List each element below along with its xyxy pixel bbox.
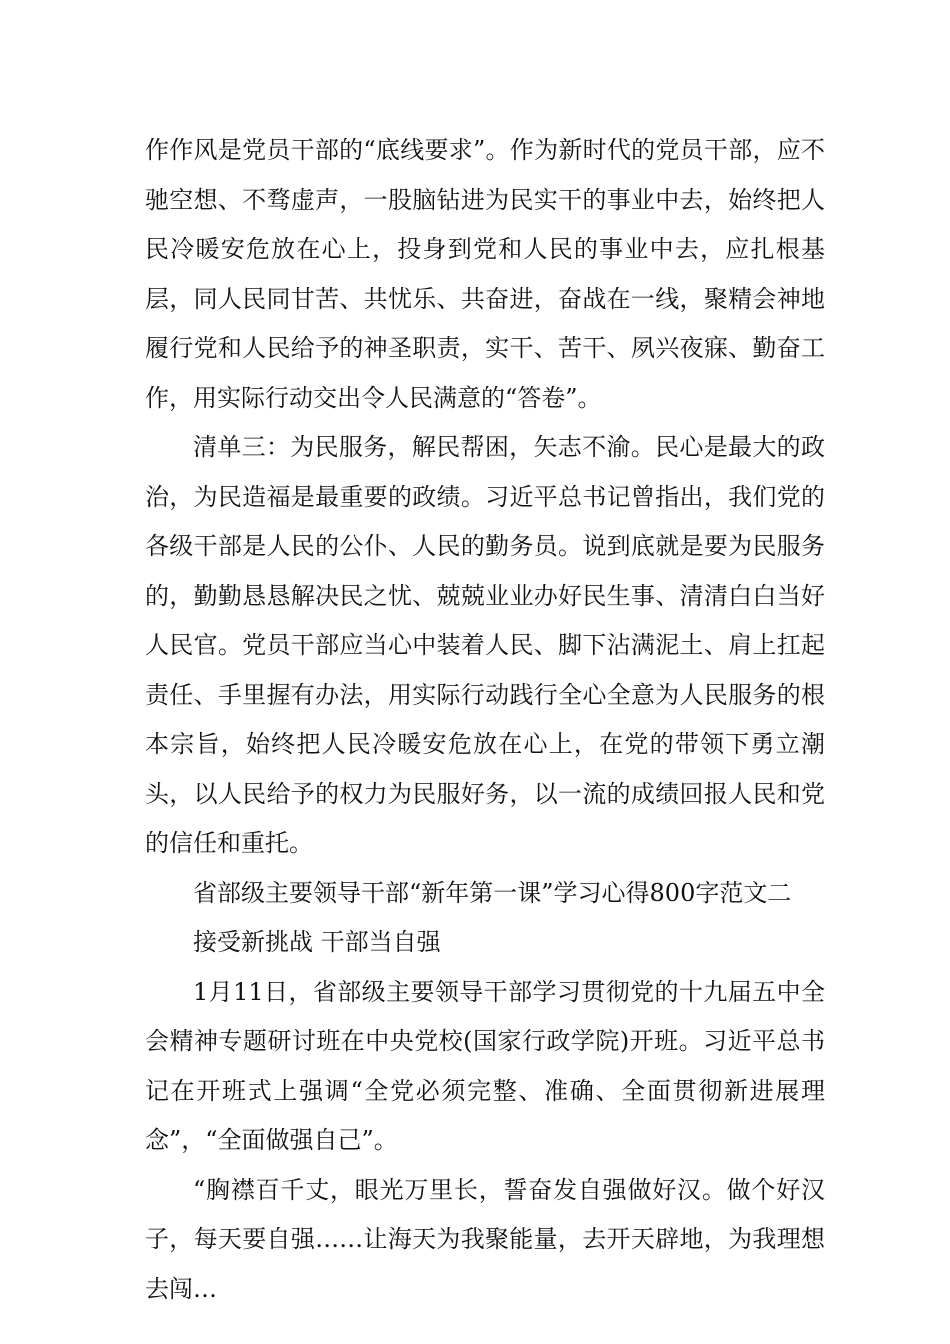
paragraph-intro: 1月11日，省部级主要领导干部学习贯彻党的十九届五中全会精神专题研讨班在中央党校(国家行政学院)开班。习近平总书记在开班式上强调“全党必须完整、准确、全面贯彻新进展理念”，“全面做强自己”。 bbox=[145, 977, 825, 1154]
paragraph-list-three: 清单三：为民服务，解民帮困，矢志不渝。民心是最大的政治，为民造福是最重要的政绩。习近平总书记曾指出，我们党的各级干部是人民的公仆、人民的勤务员。说到底就是要为民服务的，勤勤恳恳解决民之忧、兢兢业业办好民生事、清清白白当好人民官。党员干部应当心中装着人民、脚下沾满泥土、肩上扛起责任、手里握有办法，用实际行动践行全心全意为人民服务的根本宗旨，始终把人民冷暖安危放在心上，在党的带领下勇立潮头，以人民给予的权力为民服好务，以一流的成绩回报人民和党的信任和重托。 bbox=[145, 433, 825, 857]
paragraph-continuation: 作作风是党员干部的“底线要求”。作为新时代的党员干部，应不驰空想、不骛虚声，一股脑钻进为民实干的事业中去，始终把人民冷暖安危放在心上，投身到党和人民的事业中去，应扎根基层，同人民同甘苦、共忧乐、共奋进，奋战在一线，聚精会神地履行党和人民给予的神圣职责，实干、苦干、夙兴夜寐、勤奋工作，用实际行动交出令人民满意的“答卷”。 bbox=[145, 136, 825, 412]
section-subtitle: 接受新挑战 干部当自强 bbox=[193, 928, 441, 956]
section-title: 省部级主要领导干部“新年第一课”学习心得800字范文二 bbox=[193, 878, 792, 907]
document-body bbox=[145, 126, 825, 1314]
paragraph-quote: “胸襟百千丈，眼光万里长，誓奋发自强做好汉。做个好汉子，每天要自强……让海天为我聚能量，去开天辟地，为我理想去闯… bbox=[145, 1175, 825, 1303]
